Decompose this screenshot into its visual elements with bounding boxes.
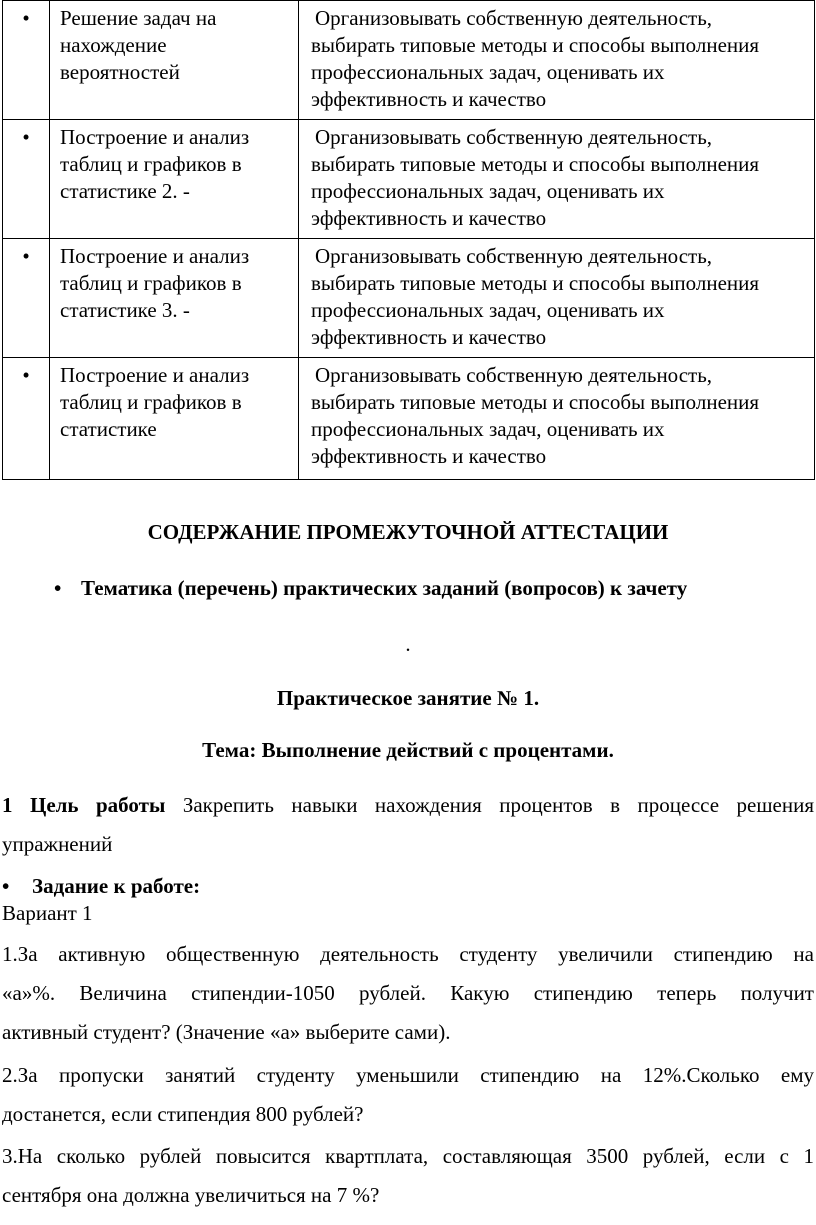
topic-line: нахождение [60,33,167,57]
competence-line: профессиональных задач, оценивать их [311,417,665,441]
goal-text: Закрепить навыки нахождения процентов в процессе решения [165,793,814,817]
topics-heading: Тематика (перечень) практических заданий (вопросов) к зачету [81,576,688,600]
goal-line-2: упражнений [2,832,113,856]
bullet-cell: • [3,239,50,358]
lesson-theme: Тема: Выполнение действий с процентами. [202,738,614,762]
problem-line: 1.За активную общественную деятельность студенту увеличили стипендию на [2,942,814,966]
topics-heading-line [54,576,687,601]
goal-paragraph [2,786,814,864]
topic-line: Решение задач на [60,6,217,30]
section-title: СОДЕРЖАНИЕ ПРОМЕЖУТОЧНОЙ АТТЕСТАЦИИ [147,520,669,544]
competence-line: выбирать типовые методы и способы выполнения [311,390,760,414]
problem-line: активный студент? (Значение «а» выберите сами). [2,1020,451,1044]
competence-line: эффективность и качество [311,206,547,230]
competence-line: эффективность и качество [311,444,547,468]
competence-line: Организовывать собственную деятельность, [315,6,713,30]
competence-line: выбирать типовые методы и способы выполнения [311,152,760,176]
topic-line: статистике 2. - [60,179,190,203]
problem-line: 3.На сколько рублей повысится квартплата, составляющая 3500 рублей, если с 1 [2,1144,814,1168]
table-row [3,120,815,239]
problem-line: «а»%. Величина стипендии-1050 рублей. Какую стипендию теперь получит [2,981,814,1005]
topic-line: Построение и анализ [60,244,250,268]
variant-label: Вариант 1 [2,901,93,925]
dot-line: . [405,632,411,656]
competence-cell [299,239,815,358]
competence-cell [299,1,815,120]
bullet-marker: • [2,874,10,898]
topic-cell [50,120,299,239]
task-heading: Задание к работе: [32,874,201,898]
competence-line: профессиональных задач, оценивать их [311,60,665,84]
competence-line: эффективность и качество [311,87,547,111]
competence-line: выбирать типовые методы и способы выполнения [311,271,760,295]
bullet-cell: • [3,1,50,120]
topic-line: статистике 3. - [60,298,190,322]
topic-cell [50,239,299,358]
problem-line: достанется, если стипендия 800 рублей? [2,1102,364,1126]
competence-line: профессиональных задач, оценивать их [311,298,665,322]
problem-line: сентября она должна увеличиться на 7 %? [2,1183,380,1207]
competence-line: Организовывать собственную деятельность, [315,244,713,268]
problem-2 [2,1056,814,1134]
competence-line: выбирать типовые методы и способы выполнения [311,33,760,57]
task-heading-line [2,874,200,899]
bullet-cell: • [3,358,50,480]
topic-line: вероятностей [60,60,180,84]
competence-cell [299,358,815,480]
competence-line: эффективность и качество [311,325,547,349]
competence-line: Организовывать собственную деятельность, [315,125,713,149]
competence-cell [299,120,815,239]
topic-line: таблиц и графиков в [60,390,242,414]
bullet-cell: • [3,120,50,239]
goal-line-1 [2,786,814,825]
topic-cell [50,358,299,480]
problem-3 [2,1137,814,1215]
topic-line: Построение и анализ [60,363,250,387]
goal-label: 1 Цель работы [2,793,166,817]
topic-line: таблиц и графиков в [60,271,242,295]
competence-table [2,0,815,480]
table-row [3,239,815,358]
problem-line: 2.За пропуски занятий студенту уменьшили стипендию на 12%.Сколько ему [2,1063,814,1087]
topic-line: таблиц и графиков в [60,152,242,176]
competence-line: профессиональных задач, оценивать их [311,179,665,203]
bullet-marker: • [54,576,62,600]
topic-cell [50,1,299,120]
competence-line: Организовывать собственную деятельность, [315,363,713,387]
topic-line: Построение и анализ [60,125,250,149]
table-row [3,1,815,120]
problem-1 [2,935,814,1052]
lesson-title: Практическое занятие № 1. [276,686,540,710]
table-row [3,358,815,480]
topic-line: статистике [60,417,157,441]
